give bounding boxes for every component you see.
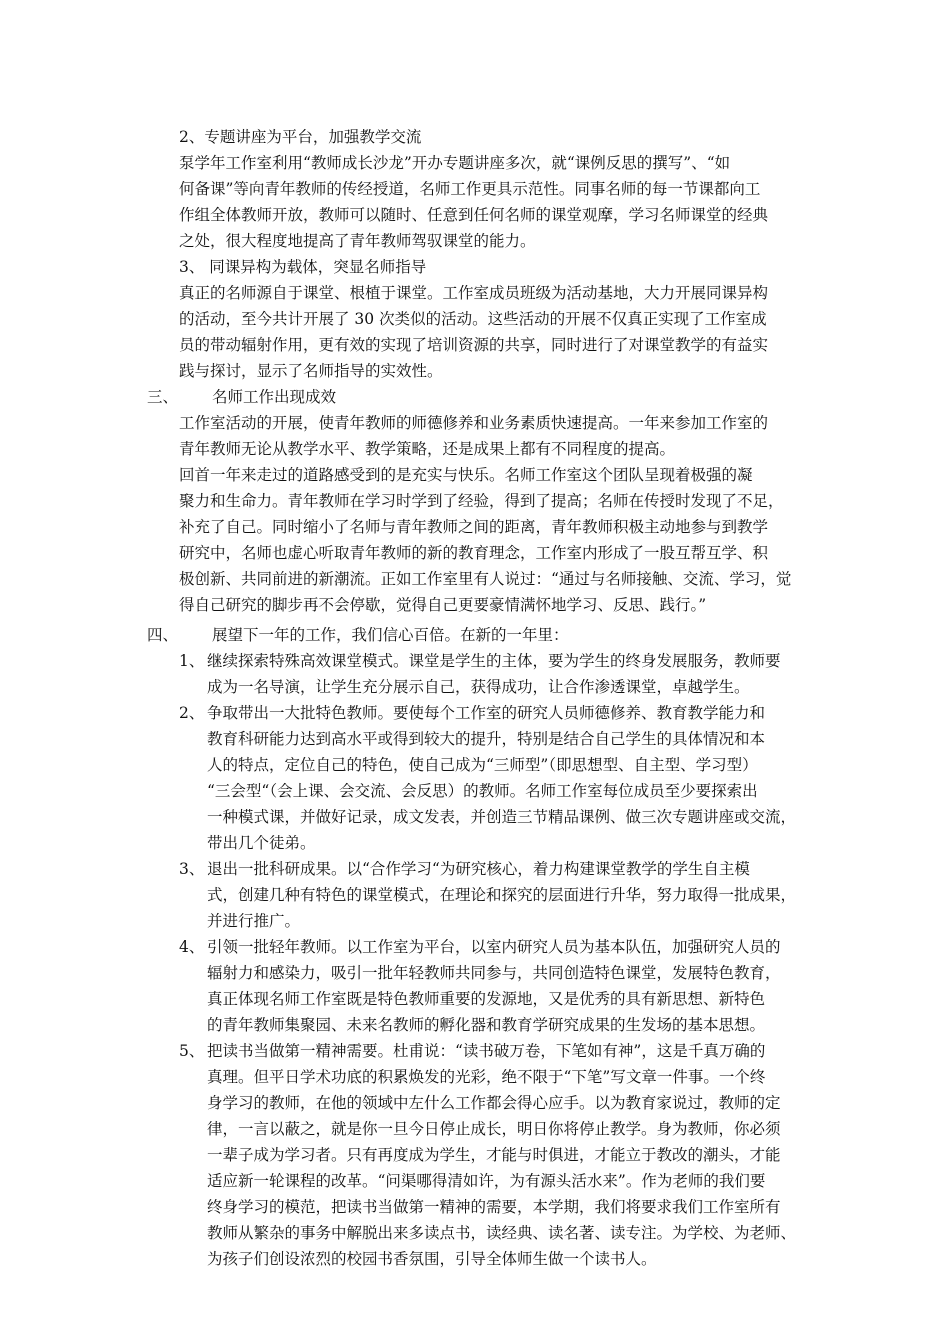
list-item-line: 辐射力和感染力，吸引一批年轻教师共同参与，共同创造特色课堂，发展特色教育， <box>207 964 781 982</box>
list-item-line: 成为一名导演，让学生充分展示自己，获得成功，让合作渗透课堂，卓越学生。 <box>207 678 750 696</box>
subsection-2-line: 作组全体教师开放，教师可以随时、任意到任何名师的课堂观摩，学习名师课堂的经典 <box>179 206 769 224</box>
list-item-line: 终身学习的模范，把读书当做第一精神的需要，本学期，我们将要求我们工作室所有 <box>207 1198 781 1216</box>
list-item-line: 适应新一轮课程的改革。“问渠哪得清如许，为有源头活水来”。作为老师的我们要 <box>207 1172 766 1190</box>
subsection-2-line: 之处，很大程度地提高了青年教师驾驭课堂的能力。 <box>179 232 536 250</box>
subsection-2-line: 何备课”等向青年教师的传经授道，名师工作更具示范性。同事名师的每一节课都向工 <box>179 180 761 198</box>
subsection-3-line: 的活动，至今共计开展了 30 次类似的活动。这些活动的开展不仅真正实现了工作室成 <box>179 310 767 328</box>
subsection-2-line: 泵学年工作室利用“教师成长沙龙”开办专题讲座多次，就“课例反思的撰写”、“如 <box>179 154 731 172</box>
list-item-line: 争取带出一大批特色教师。要使每个工作室的研究人员师德修养、教育教学能力和 <box>207 704 766 722</box>
section-3-p2-line: 补充了自己。同时缩小了名师与青年教师之间的距离，青年教师积极主动地参与到教学 <box>179 518 769 536</box>
list-item-number: 1、 <box>179 652 205 670</box>
subsection-3-line: 员的带动辐射作用，更有效的实现了培训资源的共享，同时进行了对课堂教学的有益实 <box>179 336 769 354</box>
list-item-number: 5、 <box>179 1042 205 1060</box>
list-item-line: 为孩子们创设浓烈的校园书香氛围，引导全体师生做一个读书人。 <box>207 1250 657 1268</box>
list-item-line: 继续探索特殊高效课堂模式。课堂是学生的主体，要为学生的终身发展服务，教师要 <box>207 652 781 670</box>
list-item-line: 引领一批轻年教师。以工作室为平台，以室内研究人员为基本队伍，加强研究人员的 <box>207 938 781 956</box>
section-3-p2-line: 得自己研究的脚步再不会停歇，觉得自己更要豪情满怀地学习、反思、践行。” <box>179 596 707 614</box>
section-3-p1-line: 工作室活动的开展，使青年教师的师德修养和业务素质快速提高。一年来参加工作室的 <box>179 414 769 432</box>
list-item-line: 教育科研能力达到高水平或得到较大的提升，特别是结合自己学生的具体情况和本 <box>207 730 766 748</box>
list-item-line: 律，一言以蔽之，就是你一旦今日停止成长，明日你将停止教学。身为教师，你必须 <box>207 1120 781 1138</box>
subsection-3-line: 践与探讨，显示了名师指导的实效性。 <box>179 362 443 380</box>
list-item-line: 人的特点，定位自己的特色，使自己成为“三师型”（即思想型、自主型、学习型） <box>207 756 758 774</box>
section-4-number: 四、 <box>147 626 179 644</box>
list-item-line: 的青年教师集聚园、未来名教师的孵化器和教育学研究成果的生发场的基本思想。 <box>207 1016 766 1034</box>
section-3-p1-line: 青年教师无论从教学水平、教学策略，还是成果上都有不同程度的提高。 <box>179 440 676 458</box>
list-item-line: 教师从繁杂的事务中解脱出来多读点书，读经典、读名著、读专注。为学校、为老师、 <box>207 1224 797 1242</box>
list-item-line: 把读书当做第一精神需要。杜甫说：“读书破万卷，下笔如有神”，这是千真万确的 <box>207 1042 766 1060</box>
list-item-number: 2、 <box>179 704 205 722</box>
list-item-line: 身学习的教师，在他的领域中左什么工作都会得心应手。以为教育家说过，教师的定 <box>207 1094 781 1112</box>
list-item-number: 4、 <box>179 938 205 956</box>
subsection-3-title: 3、 同课异构为载体，突显名师指导 <box>179 258 427 276</box>
list-item-line: 并进行推广。 <box>207 912 301 930</box>
list-item-line: 一种模式课，并做好记录，成文发表，并创造三节精品课例、做三次专题讲座或交流， <box>207 808 797 826</box>
section-4-title: 展望下一年的工作，我们信心百倍。在新的一年里： <box>212 626 569 644</box>
list-item-line: 带出几个徒弟。 <box>207 834 316 852</box>
list-item-line: 真正体现名师工作室既是特色教师重要的发源地，又是优秀的具有新思想、新特色 <box>207 990 766 1008</box>
section-3-number: 三、 <box>147 388 179 406</box>
list-item-line: “三会型“（会上课、会交流、会反思）的教师。名师工作室每位成员至少要探索出 <box>207 782 758 800</box>
section-3-title: 名师工作出现成效 <box>212 388 337 406</box>
section-3-p2-line: 研究中，名师也虚心听取青年教师的新的教育理念，工作室内形成了一股互帮互学、积 <box>179 544 769 562</box>
section-3-p2-line: 极创新、共同前进的新潮流。正如工作室里有人说过：“通过与名师接触、交流、学习，觉 <box>179 570 792 588</box>
subsection-2-title: 2、专题讲座为平台，加强教学交流 <box>179 128 422 146</box>
section-3-p2-line: 回首一年来走过的道路感受到的是充实与快乐。名师工作室这个团队呈现着极强的凝 <box>179 466 753 484</box>
subsection-3-line: 真正的名师源自于课堂、根植于课堂。工作室成员班级为活动基地，大力开展同课异构 <box>179 284 769 302</box>
section-3-p2-line: 聚力和生命力。青年教师在学习时学到了经验，得到了提高；名师在传授时发现了不足， <box>179 492 784 510</box>
list-item-line: 一辈子成为学习者。只有再度成为学生，才能与时俱进，才能立于教改的潮头，才能 <box>207 1146 781 1164</box>
list-item-line: 式，创建几种有特色的课堂模式，在理论和探究的层面进行升华，努力取得一批成果， <box>207 886 797 904</box>
list-item-line: 退出一批科研成果。以“合作学习“为研究核心，着力构建课堂教学的学生自主模 <box>207 860 750 878</box>
list-item-number: 3、 <box>179 860 205 878</box>
list-item-line: 真理。但平日学术功底的积累焕发的光彩，绝不限于“下笔”写文章一件事。一个终 <box>207 1068 766 1086</box>
